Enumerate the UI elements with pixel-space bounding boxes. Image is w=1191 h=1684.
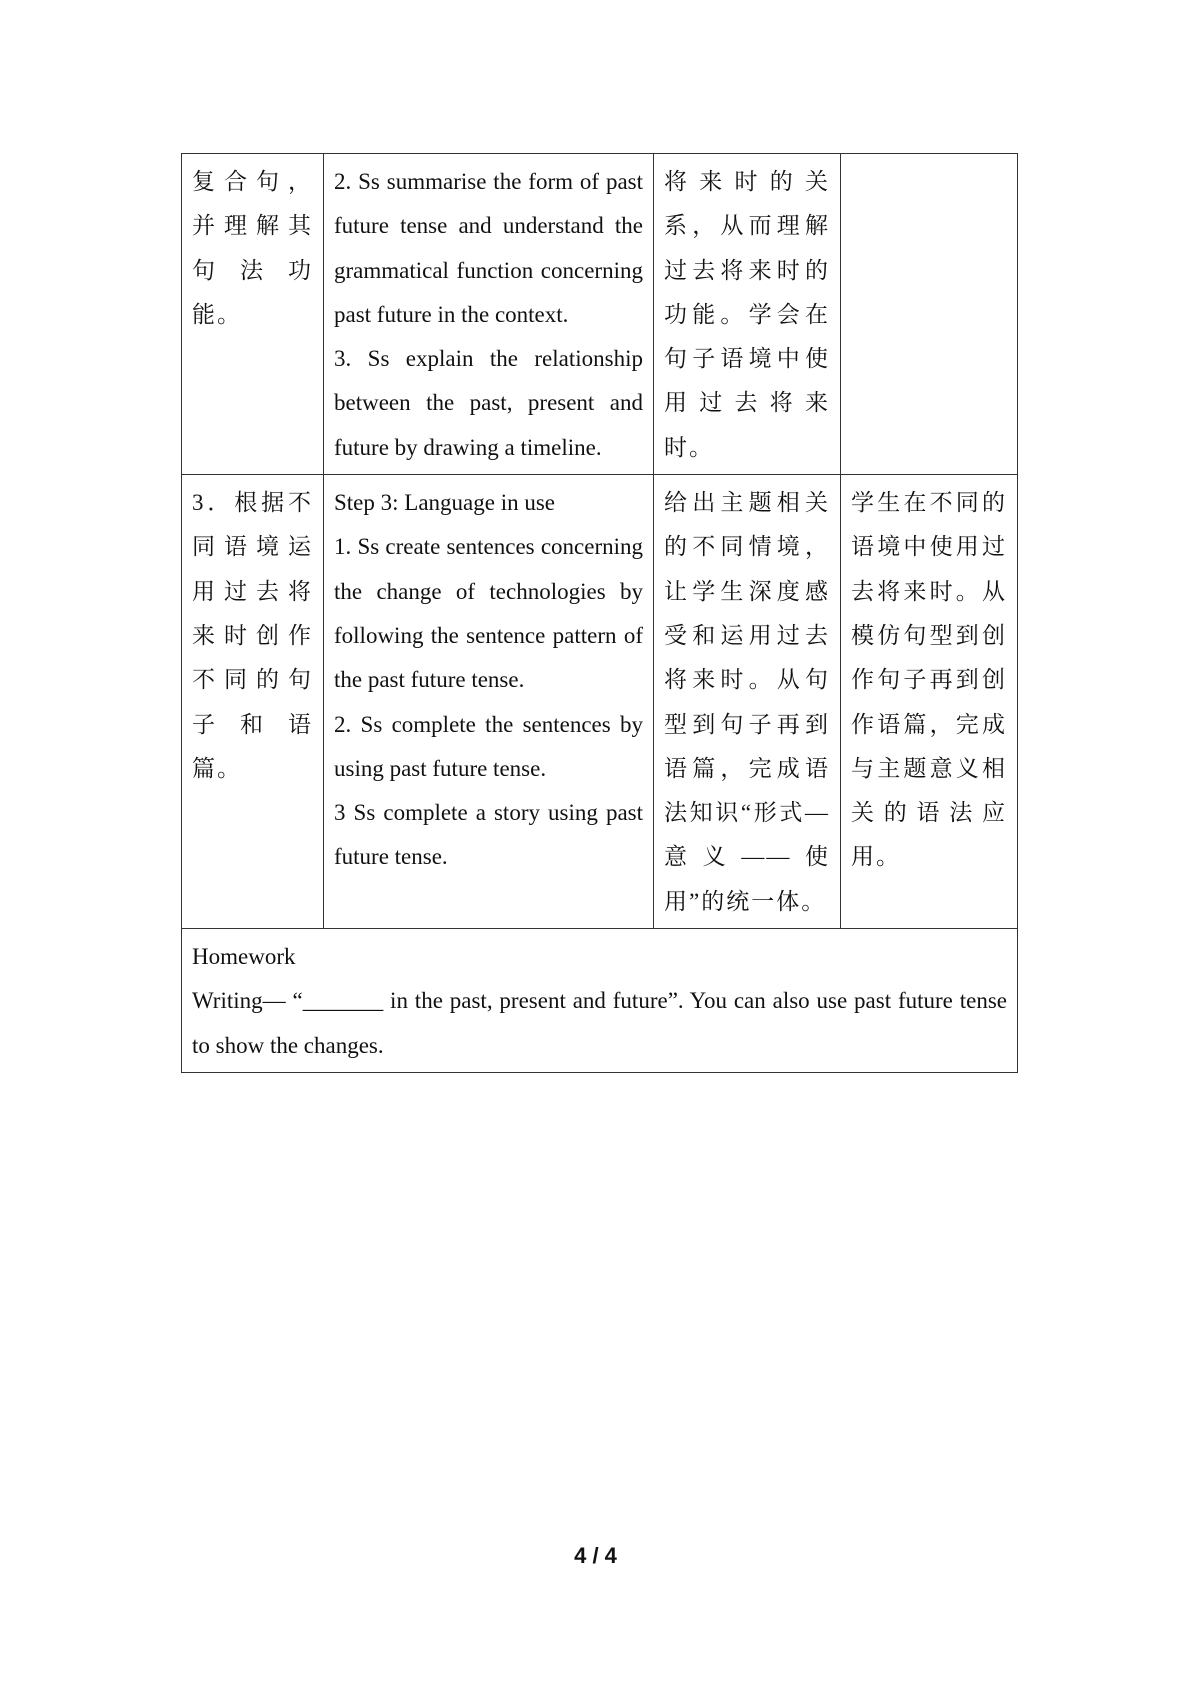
design-cell: 将来时的关系，从而理解过去将来时的功能。学会在句子语境中使用过去将来时。 [654,154,841,475]
activity-text: 2. Ss summarise the form of past future tense and understand the grammatical function concerning past future in the context. [334,169,643,327]
objective-cell: 3．根据不同语境运用过去将来时创作不同的句子和语篇。 [182,475,324,929]
step-heading: Step 3: Language in use [334,490,556,516]
homework-text: Writing— “_______ in the past, present and future”. You can also use past future tense to show the changes. [192,988,1007,1058]
page-number: 4 / 4 [574,1543,617,1568]
activity-text: 1. Ss create sentences concerning the change of technologies by following the sentence pattern of the past future tense. [334,534,643,693]
table-row [182,154,1018,475]
purpose-cell: 学生在不同的语境中使用过去将来时。从模仿句型到创作句子再到创作语篇，完成与主题意义相关的语法应用。 [841,475,1018,929]
lesson-plan-table [181,153,1018,1073]
table-row [182,475,1018,929]
objective-cell: 复合句，并理解其句法功能。 [182,154,324,475]
activities-cell [324,154,654,475]
homework-cell [182,929,1018,1073]
design-cell: 给出主题相关的不同情境，让学生深度感受和运用过去将来时。从句型到句子再到语篇，完成语法知识“形式—意义——使用”的统一体。 [654,475,841,929]
activity-text: 3 Ss complete a story using past future tense. [334,800,643,870]
purpose-cell [841,154,1018,475]
activity-text: 3. Ss explain the relationship between the past, present and future by drawing a timeline. [334,346,643,460]
table-row [182,929,1018,1073]
activity-text: 2. Ss complete the sentences by using past future tense. [334,711,643,781]
activities-cell [324,475,654,929]
homework-title: Homework [192,944,296,970]
